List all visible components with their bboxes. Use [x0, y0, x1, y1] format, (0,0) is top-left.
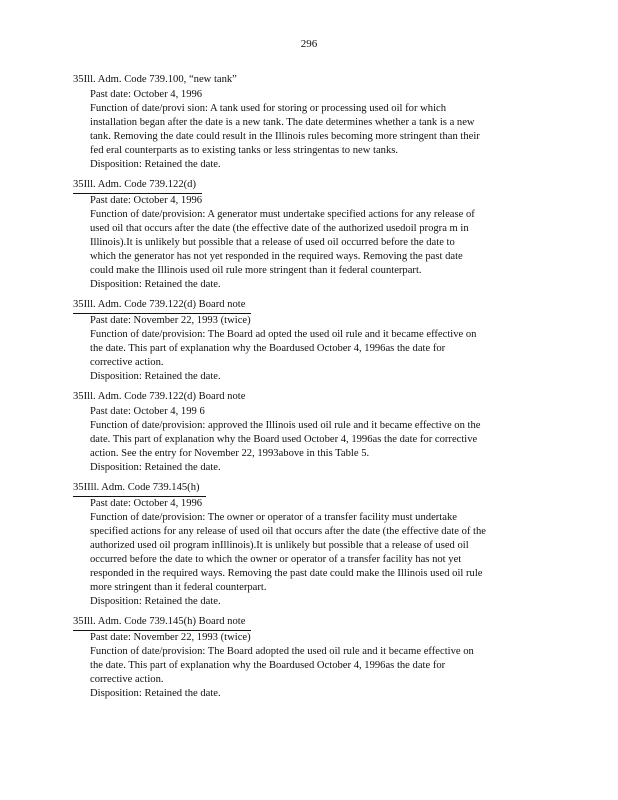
- function-line: Function of date/provision: approved the Illinois used oil rule and it became effective on the: [90, 420, 481, 431]
- function-line: used oil that occurs after the date (the effective date of the authorized usedoil progra m in: [90, 223, 469, 234]
- entry-heading: 35Ill. Adm. Code 739.100, “new tank”: [73, 74, 237, 85]
- entry-body: [73, 314, 543, 384]
- disposition: Disposition: Retained the date.: [90, 596, 221, 607]
- function-line: responded in the required ways. Removing the past date could make the Illinois used oil rule: [90, 568, 483, 579]
- function-line: which the generator has not yet responded in the required ways. Removing the past date: [90, 251, 463, 262]
- table-entry: [73, 615, 543, 701]
- function-line: Function of date/provision: The Board adopted the used oil rule and it became effective on: [90, 646, 474, 657]
- entry-heading: 35Ill. Adm. Code 739.122(d): [73, 178, 202, 194]
- function-line: action. See the entry for November 22, 1993above in this Table 5.: [90, 448, 370, 459]
- function-line: installation began after the date is a new tank. The date determines whether a tank is a new: [90, 117, 475, 128]
- page-number: 296: [300, 38, 318, 50]
- entry-body: [73, 405, 543, 475]
- disposition: Disposition: Retained the date.: [90, 159, 221, 170]
- entry-heading: 35Ill. Adm. Code 739.122(d) Board note: [73, 298, 251, 314]
- function-line: date. This part of explanation why the Board used October 4, 1996as the date for corrective: [90, 434, 478, 445]
- entry-heading: 35Ill. Adm. Code 739.122(d) Board note: [73, 391, 246, 402]
- entry-body: [73, 497, 543, 609]
- past-date: Past date: October 4, 199 6: [90, 406, 205, 417]
- past-date: Past date: November 22, 1993 (twice): [90, 315, 251, 326]
- past-date: Past date: November 22, 1993 (twice): [90, 632, 251, 643]
- function-line: Function of date/provision: The owner or operator of a transfer facility must undertake: [90, 512, 457, 523]
- table-entry: [73, 178, 543, 292]
- function-line: the date. This part of explanation why the Boardused October 4, 1996as the date for: [90, 343, 446, 354]
- function-line: Illinois).It is unlikely but possible that a release of used oil occurred before the date to: [90, 237, 455, 248]
- function-line: corrective action.: [90, 674, 164, 685]
- function-line: specified actions for any release of used oil that occurs after the date (the effective date of the: [90, 526, 487, 537]
- function-line: Function of date/provision: A generator must undertake specified actions for any release of: [90, 209, 475, 220]
- function-line: Function of date/provi sion: A tank used for storing or processing used oil for which: [90, 103, 447, 114]
- past-date: Past date: October 4, 1996: [90, 498, 203, 509]
- function-line: tank. Removing the date could result in the Illinois rules becoming more stringent than their: [90, 131, 480, 142]
- disposition: Disposition: Retained the date.: [90, 462, 221, 473]
- table-entry: [73, 481, 543, 609]
- table-entries: [73, 73, 543, 707]
- table-entry: [73, 390, 543, 475]
- table-entry: [73, 73, 543, 172]
- function-line: fed eral counterparts as to existing tanks or less stringentas to new tanks.: [90, 145, 399, 156]
- entry-heading: 35IIll. Adm. Code 739.145(h): [73, 481, 206, 497]
- entry-body: [73, 88, 543, 172]
- disposition: Disposition: Retained the date.: [90, 688, 221, 699]
- past-date: Past date: October 4, 1996: [90, 195, 203, 206]
- entry-body: [73, 631, 543, 701]
- function-line: the date. This part of explanation why the Boardused October 4, 1996as the date for: [90, 660, 446, 671]
- function-line: more stringent than it federal counterpart.: [90, 582, 267, 593]
- disposition: Disposition: Retained the date.: [90, 371, 221, 382]
- disposition: Disposition: Retained the date.: [90, 279, 221, 290]
- function-line: could make the Illinois used oil rule more stringent than it federal counterpart.: [90, 265, 422, 276]
- function-line: corrective action.: [90, 357, 164, 368]
- function-line: Function of date/provision: The Board ad opted the used oil rule and it became effective on: [90, 329, 477, 340]
- table-entry: [73, 298, 543, 384]
- function-line: authorized used oil program inIllinois).It is unlikely but possible that a release of used oil: [90, 540, 469, 551]
- entry-body: [73, 194, 543, 292]
- entry-heading: 35Ill. Adm. Code 739.145(h) Board note: [73, 615, 251, 631]
- past-date: Past date: October 4, 1996: [90, 89, 203, 100]
- function-line: occurred before the date to which the owner or operator of a transfer facility has not yet: [90, 554, 462, 565]
